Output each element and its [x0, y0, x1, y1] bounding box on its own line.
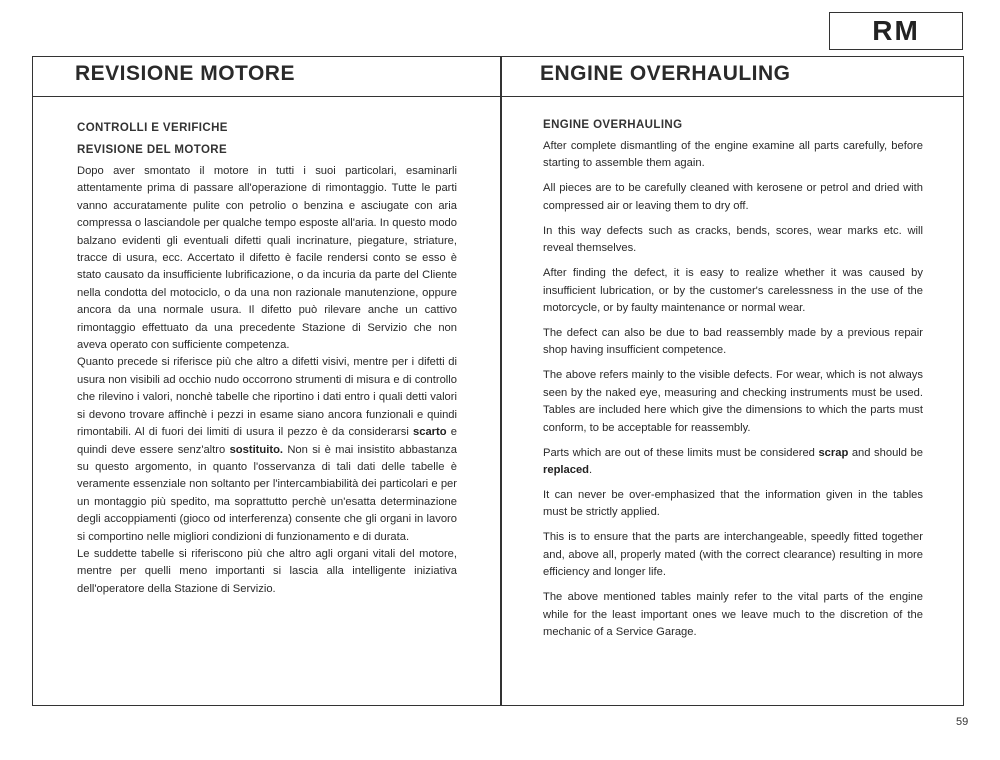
- english-column: [543, 117, 923, 649]
- italian-paragraph-2-text-a: Quanto precede si riferisce più che altro a difetti visivi, mentre per i difetti di usura non visibili ad occhio nudo occorrono strumenti di misura e di controllo che rilevino i valori, nonchè tabelle che riportino i dati entro i quali detti valori si devono trovare affinchè i pezzi in esame siano ancora funzionali e quindi rimontabili. Al di fuori dei limiti di usura il pezzo è da considerarsi: [77, 356, 457, 439]
- english-paragraph-9: This is to ensure that the parts are interchangeable, speedly fitted together and, above all, properly mated (with the correct clearance) resulting in more efficiency and longer life.: [543, 531, 923, 579]
- italian-column: [77, 117, 457, 598]
- english-paragraph-7-text-d: .: [589, 464, 593, 477]
- italian-heading-checks: CONTROLLI E VERIFICHE: [77, 122, 228, 134]
- english-paragraph-7-text-c: and should be: [848, 446, 923, 459]
- english-paragraph-3: In this way defects such as cracks, bends, scores, wear marks etc. will reveal themselves.: [543, 224, 923, 255]
- section-tag: RM: [829, 12, 963, 50]
- english-title: ENGINE OVERHAULING: [540, 62, 791, 85]
- italian-paragraph-1: Dopo aver smontato il motore in tutti i suoi particolari, esaminarli attentamente prima di passare all'operazione di rimontaggio. Tutte le parti vanno accuratamente pulite con petrolio o benzina e asciugate con aria compressa o lasciandole per qualche tempo esposte all'aria. In questo modo balzano evidenti gli eventuali difetti quali incrinature, piegature, striature, tracce di usura, ecc. Accertato il difetto è facile rendersi conto se esso è stato causato da insufficiente lubrificazione, o da incuria da parte del Cliente nella condotta del motociclo, o da una non razionale manutenzione, oppure ancora da una normale usura. Il difetto può rilevare anche un cattivo rimontaggio effettuato da una precedente Stazione di Servizio che non aveva operato con sufficiente competenza.: [77, 165, 457, 352]
- italian-paragraph-2: [77, 354, 457, 545]
- italian-sostituito-bold: sostituito.: [229, 443, 284, 456]
- column-divider: [500, 57, 502, 705]
- english-paragraph-1: After complete dismantling of the engine examine all parts carefully, before starting to assemble them again.: [543, 140, 923, 170]
- italian-heading-overhaul: REVISIONE DEL MOTORE: [77, 144, 228, 156]
- english-replaced-bold: replaced: [543, 464, 590, 477]
- english-paragraph-5: The defect can also be due to bad reassembly made by a previous repair shop having insufficient competence.: [543, 327, 923, 357]
- english-scrap-bold: scrap: [818, 446, 849, 459]
- english-paragraph-4: After finding the defect, it is easy to realize whether it was caused by insufficient lubrication, or by the customer's carelessness in the use of the motorcycle, or by faulty maintenance or normal wear.: [543, 267, 923, 315]
- italian-paragraph-3: Le suddette tabelle si riferiscono più che altro agli organi vitali del motore, mentre per quelli meno importanti si lascia alla intelligente iniziativa dell'operatore della Stazione di Servizio.: [77, 547, 457, 595]
- english-paragraph-7-text-a: Parts which are out of these limits must be considered: [543, 446, 819, 459]
- english-paragraph-7: [543, 445, 923, 480]
- english-paragraph-6: The above refers mainly to the visible defects. For wear, which is not always seen by the naked eye, measuring and checking instruments must be used. Tables are included here which give the dimensions to which the parts must conform, to be acceptable for reassembly.: [543, 369, 923, 434]
- english-paragraph-10: The above mentioned tables mainly refer to the vital parts of the engine while for the least important ones we leave much to the discretion of the mechanic of a Service Garage.: [543, 591, 923, 639]
- italian-paragraph-2-text-c: e quindi deve essere senz'altro: [77, 426, 457, 456]
- english-heading: ENGINE OVERHAULING: [543, 119, 683, 131]
- page-number: 59: [956, 716, 969, 728]
- content-frame: [32, 56, 964, 706]
- english-paragraph-8: It can never be over-emphasized that the information given in the tables must be strictly applied.: [543, 489, 923, 519]
- italian-title: REVISIONE MOTORE: [75, 62, 295, 85]
- italian-paragraph-2-text-d: Non si è mai insistito abbastanza su questo argomento, in quanto l'osservanza di tali dati delle tabelle è veramente essenziale non soltanto per l'intercambiabilità dei particolari e per un montaggio più spedito, ma soprattutto perchè un'esatta determinazione degli accoppiamenti (gioco od interferenza) consente che gli organi in lavoro si comportino nelle migliori condizioni di funzionamento e di durata.: [77, 443, 458, 543]
- italian-scarto-bold: scarto: [413, 426, 447, 439]
- english-paragraph-2: All pieces are to be carefully cleaned with kerosene or petrol and dried with compressed air or leaving them to dry off.: [543, 182, 923, 212]
